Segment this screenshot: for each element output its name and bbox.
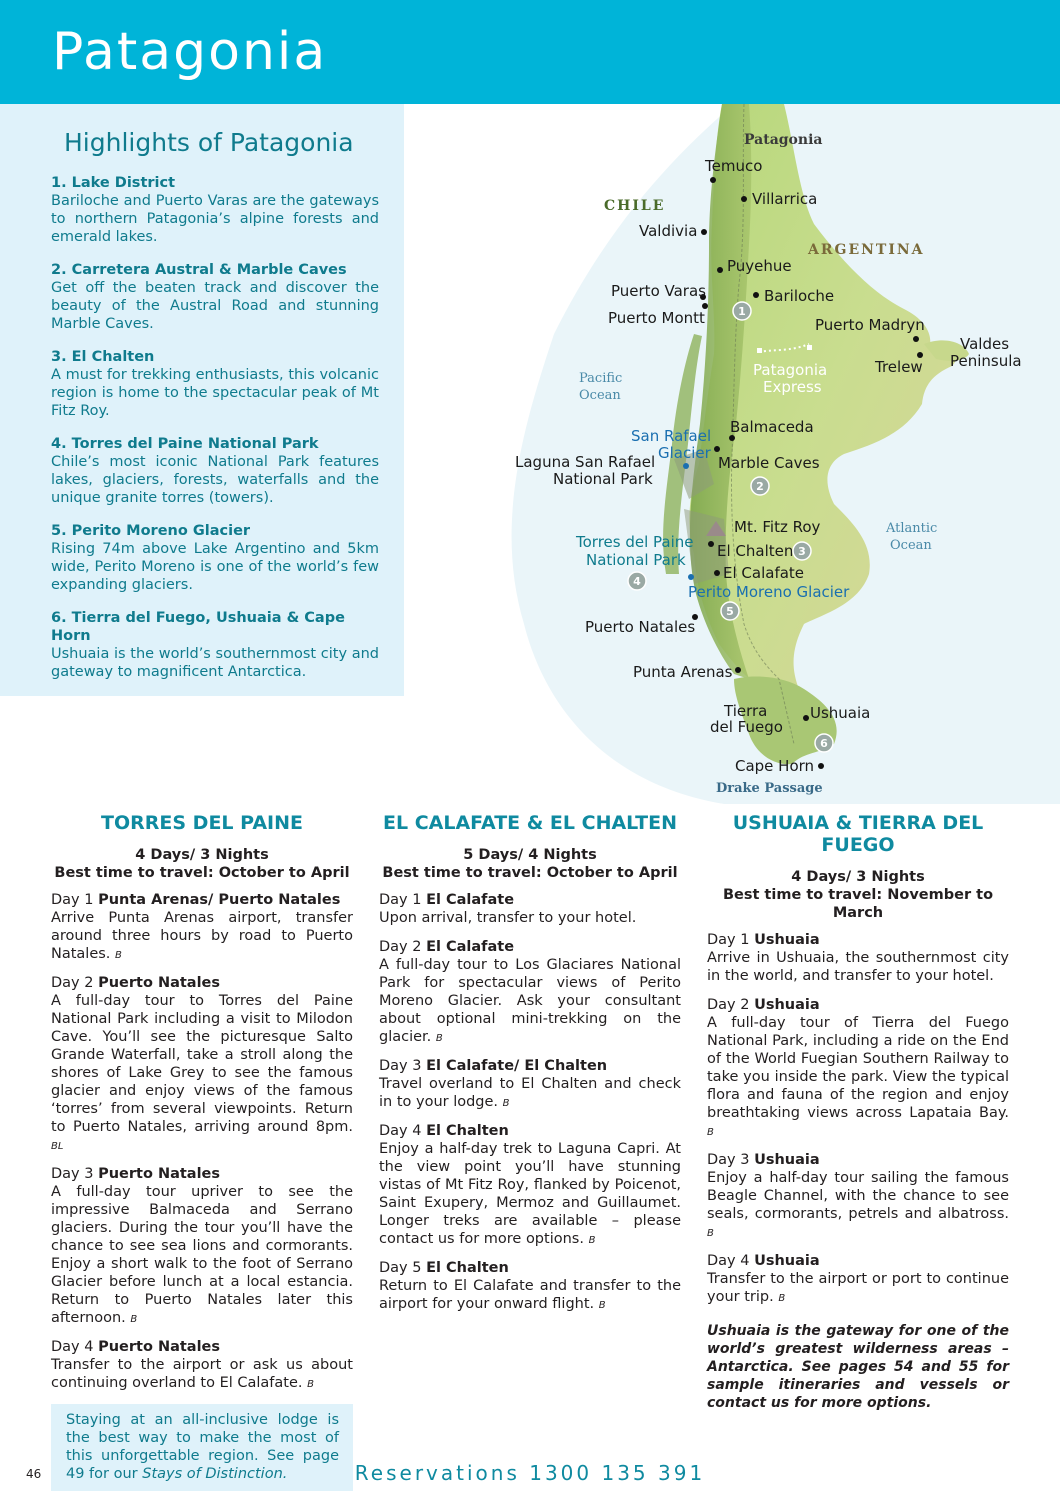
itinerary-day xyxy=(51,974,353,1156)
highlight-item xyxy=(51,522,379,594)
day-description xyxy=(379,956,681,1048)
place-label-torres-del-paine: Torres del Paine xyxy=(576,533,694,551)
meal-code: B xyxy=(707,1127,714,1138)
place-label-valdivia: Valdivia xyxy=(639,222,698,240)
patagonia-map xyxy=(404,104,1060,804)
itinerary-best-time: Best time to travel: October to April xyxy=(382,865,678,881)
highlights-list xyxy=(51,174,379,696)
day-description xyxy=(379,1075,681,1113)
itinerary-duration: 4 Days/ 3 Nights xyxy=(135,847,269,863)
place-label-valdes: Peninsula xyxy=(950,352,1022,370)
marker-label: 2 xyxy=(756,480,764,493)
place-label-puerto-madryn: Puerto Madryn xyxy=(815,316,925,334)
callout-link-text: Stays of Distinction. xyxy=(142,1466,288,1482)
place-label-laguna-san-rafael: National Park xyxy=(553,470,653,488)
place-label-el-calafate: El Calafate xyxy=(723,564,805,582)
day-description xyxy=(51,1183,353,1329)
day-text: Enjoy a half-day tour sailing the famous Beagle Channel, with the chance to see seals, cormorants, petrels and albatross. xyxy=(707,1170,1009,1222)
itinerary-title: USHUAIA & TIERRA DEL FUEGO xyxy=(732,812,984,856)
day-heading xyxy=(379,1259,681,1277)
day-place: Ushuaia xyxy=(754,932,820,948)
marker-label: 5 xyxy=(726,605,734,618)
day-number: Day 5 xyxy=(379,1260,422,1276)
highlight-text: A must for trekking enthusiasts, this volcanic region is home to the spectacular peak of Mt Fitz Roy. xyxy=(51,367,379,419)
place-label-tierra-del-fuego: del Fuego xyxy=(710,718,783,736)
glacier-dot-perito-moreno xyxy=(688,574,694,580)
place-label-perito-moreno: Perito Moreno Glacier xyxy=(688,583,850,601)
day-place: Puerto Natales xyxy=(98,1339,221,1355)
city-dot-puyehue xyxy=(717,267,723,273)
day-number: Day 1 xyxy=(379,892,422,908)
meal-code: B xyxy=(598,1300,606,1311)
day-text: Travel overland to El Chalten and check in to your lodge. xyxy=(379,1076,681,1110)
place-label-puerto-montt: Puerto Montt xyxy=(608,309,705,327)
highlight-item xyxy=(51,609,379,681)
day-place: El Calafate/ El Chalten xyxy=(426,1058,608,1074)
place-label-villarrica: Villarrica xyxy=(752,190,818,208)
meal-code: B xyxy=(435,1033,443,1044)
highlight-title: 3. El Chalten xyxy=(51,349,155,365)
ocean-label-pacific: Ocean xyxy=(579,388,621,403)
day-number: Day 1 xyxy=(707,932,750,948)
day-heading xyxy=(379,938,681,956)
highlight-text: Get off the beaten track and discover the beauty of the Austral Road and stunning Marble Caves. xyxy=(51,280,379,332)
highlight-title: 2. Carretera Austral & Marble Caves xyxy=(51,262,347,278)
itinerary-day xyxy=(379,1057,681,1113)
day-heading xyxy=(707,1252,1009,1270)
map-graphic xyxy=(404,104,1060,804)
highlight-title: 4. Torres del Paine National Park xyxy=(51,436,319,452)
itinerary-day xyxy=(707,1151,1009,1243)
day-heading xyxy=(51,1165,353,1183)
callout-text: Staying at an all-inclusive lodge is the best way to make the most of this unforgettable region. See page 49 for our xyxy=(66,1412,339,1482)
day-place: Puerto Natales xyxy=(98,1166,221,1182)
day-number: Day 2 xyxy=(51,975,94,991)
day-number: Day 4 xyxy=(51,1339,94,1355)
day-place: El Chalten xyxy=(426,1123,509,1139)
place-label-marble-caves: Marble Caves xyxy=(718,454,820,472)
region-label: Patagonia xyxy=(744,132,823,148)
city-dot-villarrica xyxy=(741,196,747,202)
place-label-puerto-natales: Puerto Natales xyxy=(585,618,696,636)
day-number: Day 3 xyxy=(51,1166,94,1182)
day-description xyxy=(707,1169,1009,1243)
highlight-text: Ushuaia is the world’s southernmost city and gateway to magnificent Antarctica. xyxy=(51,646,379,680)
day-place: Ushuaia xyxy=(754,997,820,1013)
day-number: Day 2 xyxy=(379,939,422,955)
ocean-label-atlantic: Atlantic xyxy=(886,521,938,536)
day-number: Day 3 xyxy=(379,1058,422,1074)
place-label-temuco: Temuco xyxy=(705,157,763,175)
highlight-text: Rising 74m above Lake Argentino and 5km wide, Perito Moreno is one of the world’s few expanding glaciers. xyxy=(51,541,379,593)
city-dot-ushuaia xyxy=(803,715,809,721)
day-text: A full-day tour upriver to see the impressive Balmaceda and Serrano glaciers. During the tour you’ll have the chance to see sea lions and cormorants. Enjoy a short walk to the foot of Serrano Glacier before lunch at a local estancia. Return to Puerto Natales later this afternoon. xyxy=(51,1184,353,1326)
day-number: Day 4 xyxy=(379,1123,422,1139)
day-text: A full-day tour to Los Glaciares National Park for spectacular views of Perito Moreno Glacier. Ask your consultant about optional mini-trekking on the glacier. xyxy=(379,957,681,1045)
itinerary-title: EL CALAFATE & EL CHALTEN xyxy=(383,812,677,834)
highlight-title: 6. Tierra del Fuego, Ushuaia & Cape Horn xyxy=(51,610,345,644)
itinerary-day xyxy=(51,1165,353,1329)
highlight-item xyxy=(51,435,379,507)
highlight-title: 5. Perito Moreno Glacier xyxy=(51,523,251,539)
day-text: Transfer to the airport or ask us about continuing overland to El Calafate. xyxy=(51,1357,353,1391)
itinerary-day xyxy=(51,891,353,965)
day-number: Day 3 xyxy=(707,1152,750,1168)
day-heading xyxy=(707,1151,1009,1169)
itinerary-day xyxy=(379,938,681,1048)
place-label-puerto-varas: Puerto Varas xyxy=(611,282,706,300)
day-heading xyxy=(707,996,1009,1014)
marker-label: 6 xyxy=(820,737,828,750)
place-label-bariloche: Bariloche xyxy=(764,287,835,305)
marker-label: 1 xyxy=(738,305,746,318)
itinerary-column xyxy=(379,812,681,1315)
meal-code: B xyxy=(307,1379,314,1390)
city-dot-temuco xyxy=(710,177,716,183)
place-label-el-chalten: El Chalten xyxy=(717,542,794,560)
day-description xyxy=(707,1270,1009,1308)
day-number: Day 1 xyxy=(51,892,94,908)
city-dot-valdivia xyxy=(701,229,707,235)
itinerary-day xyxy=(379,1259,681,1315)
day-place: Puerto Natales xyxy=(98,975,221,991)
city-dot-el-calafate xyxy=(714,570,720,576)
day-description xyxy=(51,992,353,1156)
city-dot-cape-horn xyxy=(818,763,824,769)
sea-label-drake: Drake Passage xyxy=(716,781,823,796)
city-dot-marble-caves xyxy=(714,446,720,452)
place-label-patagonia-express: Patagonia xyxy=(753,361,828,379)
highlight-text: Chile’s most iconic National Park features lakes, glaciers, forests, waterfalls and the unique granite torres (towers). xyxy=(51,454,379,506)
highlight-item xyxy=(51,348,379,420)
day-text: Return to El Calafate and transfer to the airport for your onward flight. xyxy=(379,1278,681,1312)
day-place: El Chalten xyxy=(426,1260,509,1276)
city-dot-el-chalten xyxy=(708,541,714,547)
place-label-punta-arenas: Punta Arenas xyxy=(633,663,733,681)
day-heading xyxy=(51,1338,353,1356)
itinerary-best-time: Best time to travel: November to March xyxy=(722,887,994,921)
day-text: Arrive in Ushuaia, the southernmost city in the world, and transfer to your hotel. xyxy=(707,950,1009,984)
day-description xyxy=(379,1140,681,1250)
day-place: El Calafate xyxy=(426,892,515,908)
place-label-laguna-san-rafael: Laguna San Rafael xyxy=(515,453,656,471)
reservations-phone: Reservations 1300 135 391 xyxy=(354,1461,706,1485)
marker-label: 4 xyxy=(633,575,641,588)
route-endpoint xyxy=(807,345,812,350)
day-text: Transfer to the airport or port to continue your trip. xyxy=(707,1271,1009,1305)
itinerary-day xyxy=(707,996,1009,1142)
day-text: Arrive Punta Arenas airport, transfer around three hours by road to Puerto Natales. xyxy=(51,910,353,962)
itinerary-column xyxy=(51,812,353,1491)
day-description xyxy=(707,1014,1009,1142)
day-description xyxy=(51,909,353,965)
meal-code: BL xyxy=(51,1141,64,1152)
city-dot-bariloche xyxy=(753,292,759,298)
marker-label: 3 xyxy=(798,545,806,558)
itinerary-day xyxy=(707,931,1009,987)
place-label-cape-horn: Cape Horn xyxy=(735,757,815,775)
highlight-text: Bariloche and Puerto Varas are the gateways to northern Patagonia’s alpine forests and emerald lakes. xyxy=(51,193,379,245)
meal-code: B xyxy=(778,1293,786,1304)
meal-code: B xyxy=(502,1098,510,1109)
day-text: Upon arrival, transfer to your hotel. xyxy=(379,910,637,926)
day-place: Ushuaia xyxy=(754,1253,820,1269)
day-text: A full-day tour to Torres del Paine National Park including a visit to Milodon Cave. You’ll see the picturesque Salto Grande Waterfall, take a stroll along the shores of Lake Grey to see the famous glacier and enjoy views of the famous ‘torres’ from several viewpoints. Return to Puerto Natales, arriving around 8pm. xyxy=(51,993,353,1135)
place-label-san-rafael-glacier: Glacier xyxy=(658,444,711,462)
itinerary-duration: 4 Days/ 3 Nights xyxy=(791,869,925,885)
page-title: Patagonia xyxy=(52,22,328,82)
place-label-patagonia-express: Express xyxy=(763,378,822,396)
city-dot-punta-arenas xyxy=(735,667,741,673)
place-label-puyehue: Puyehue xyxy=(727,257,792,275)
meal-code: B xyxy=(130,1314,138,1325)
antarctica-note: Ushuaia is the gateway for one of the world’s greatest wilderness areas – Antarctica. See pages 54 and 55 for sample itineraries and vessels or contact us for more options. xyxy=(707,1323,1009,1411)
highlights-panel xyxy=(0,104,404,696)
meal-code: B xyxy=(707,1228,714,1239)
itinerary-day xyxy=(379,1122,681,1250)
highlight-title: 1. Lake District xyxy=(51,175,176,191)
country-label-chile: CHILE xyxy=(604,198,666,214)
itinerary-day xyxy=(707,1252,1009,1308)
route-endpoint xyxy=(757,348,762,353)
glacier-dot-san-rafael xyxy=(683,463,689,469)
place-label-tierra-del-fuego: Tierra xyxy=(724,702,768,720)
day-description xyxy=(379,909,681,929)
itinerary-day xyxy=(51,1338,353,1394)
itinerary-day xyxy=(379,891,681,929)
meal-code: B xyxy=(588,1235,596,1246)
day-number: Day 4 xyxy=(707,1253,750,1269)
day-description xyxy=(707,949,1009,987)
title-banner xyxy=(0,0,1060,104)
place-label-torres-del-paine: National Park xyxy=(586,551,686,569)
day-heading xyxy=(51,891,353,909)
place-label-san-rafael-glacier: San Rafael xyxy=(631,427,712,445)
place-label-fitz-roy: Mt. Fitz Roy xyxy=(734,518,821,536)
place-label-balmaceda: Balmaceda xyxy=(730,418,814,436)
ocean-label-pacific: Pacific xyxy=(579,371,623,386)
place-label-valdes: Valdes xyxy=(960,335,1010,353)
highlight-item xyxy=(51,174,379,246)
day-description xyxy=(51,1356,353,1394)
day-number: Day 2 xyxy=(707,997,750,1013)
day-heading xyxy=(379,1057,681,1075)
day-heading xyxy=(379,891,681,909)
day-heading xyxy=(51,974,353,992)
day-place: Punta Arenas/ Puerto Natales xyxy=(98,892,341,908)
day-place: Ushuaia xyxy=(754,1152,820,1168)
itinerary-duration: 5 Days/ 4 Nights xyxy=(463,847,597,863)
day-heading xyxy=(707,931,1009,949)
place-label-trelew: Trelew xyxy=(875,358,923,376)
itinerary-title: TORRES DEL PAINE xyxy=(101,812,303,834)
day-text: Enjoy a half-day trek to Laguna Capri. At the view point you’ll have stunning vistas of Mt Fitz Roy, flanked by Poicenot, Saint Exupery, Mermoz and Guillaumet. Longer treks are available – please contact us for more options. xyxy=(379,1141,681,1247)
ocean-label-atlantic: Ocean xyxy=(890,538,932,553)
day-place: El Calafate xyxy=(426,939,515,955)
country-label-argentina: ARGENTINA xyxy=(808,242,925,258)
page-number: 46 xyxy=(26,1467,42,1481)
day-description xyxy=(379,1277,681,1315)
itinerary-column xyxy=(707,812,1009,1412)
city-dot-puerto-madryn xyxy=(913,336,919,342)
meal-code: B xyxy=(115,950,122,961)
highlight-item xyxy=(51,261,379,333)
day-text: A full-day tour of Tierra del Fuego National Park, including a ride on the End of the World Fuegian Southern Railway to take you inside the park. View the typical flora and fauna of the region and enjoy breathtaking views across Lapataia Bay. xyxy=(707,1015,1009,1121)
highlights-heading: Highlights of Patagonia xyxy=(64,128,354,157)
day-heading xyxy=(379,1122,681,1140)
itinerary-best-time: Best time to travel: October to April xyxy=(54,865,350,881)
place-label-ushuaia: Ushuaia xyxy=(810,704,871,722)
